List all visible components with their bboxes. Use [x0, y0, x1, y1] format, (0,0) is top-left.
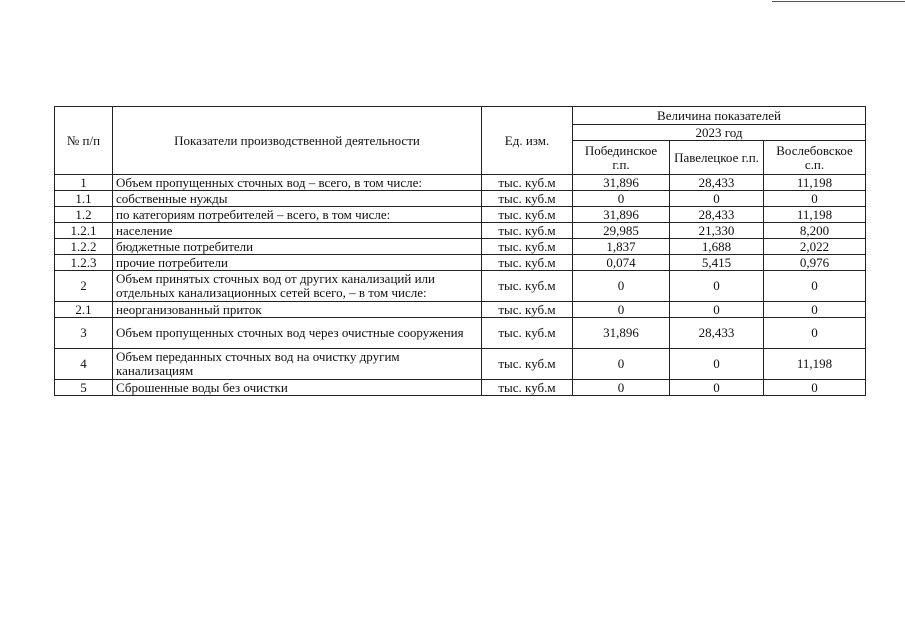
row-value-1: 0: [573, 302, 670, 318]
row-value-3: 0,976: [764, 255, 866, 271]
row-value-3: 2,022: [764, 239, 866, 255]
row-indicator: Объем пропущенных сточных вод – всего, в том числе:: [113, 175, 482, 191]
row-unit: тыс. куб.м: [482, 191, 573, 207]
row-value-2: 0: [670, 191, 764, 207]
row-value-1: 29,985: [573, 223, 670, 239]
row-value-3: 11,198: [764, 349, 866, 380]
table-row: [55, 239, 866, 255]
row-value-1: 0: [573, 271, 670, 302]
row-value-3: 8,200: [764, 223, 866, 239]
table-header: [55, 107, 866, 175]
row-value-3: 0: [764, 302, 866, 318]
row-number: 2: [55, 271, 113, 302]
header-values: Величина показателей: [573, 107, 866, 125]
row-number: 1.2: [55, 207, 113, 223]
table-row: [55, 380, 866, 396]
row-value-2: 0: [670, 349, 764, 380]
row-unit: тыс. куб.м: [482, 223, 573, 239]
row-number: 3: [55, 318, 113, 349]
row-indicator: Объем переданных сточных вод на очистку другим канализациям: [113, 349, 482, 380]
row-value-1: 0,074: [573, 255, 670, 271]
table-row: [55, 191, 866, 207]
row-value-2: 1,688: [670, 239, 764, 255]
row-indicator: собственные нужды: [113, 191, 482, 207]
row-value-2: 28,433: [670, 175, 764, 191]
row-value-2: 28,433: [670, 207, 764, 223]
row-value-2: 0: [670, 271, 764, 302]
row-unit: тыс. куб.м: [482, 207, 573, 223]
row-indicator: Сброшенные воды без очистки: [113, 380, 482, 396]
row-value-3: 11,198: [764, 207, 866, 223]
row-number: 1.2.1: [55, 223, 113, 239]
table-row: [55, 302, 866, 318]
row-indicator: бюджетные потребители: [113, 239, 482, 255]
row-indicator: население: [113, 223, 482, 239]
row-value-2: 0: [670, 380, 764, 396]
header-settlement-3: Вослебовское с.п.: [764, 141, 866, 175]
table-row: [55, 271, 866, 302]
row-value-1: 0: [573, 380, 670, 396]
header-number: № п/п: [55, 107, 113, 175]
row-indicator: Объем принятых сточных вод от других канализаций или отдельных канализационных сетей всего, – в том числе:: [113, 271, 482, 302]
row-value-1: 31,896: [573, 175, 670, 191]
table-row: [55, 207, 866, 223]
row-number: 2.1: [55, 302, 113, 318]
row-indicator: по категориям потребителей – всего, в том числе:: [113, 207, 482, 223]
row-value-1: 0: [573, 349, 670, 380]
table-row: [55, 255, 866, 271]
row-value-1: 31,896: [573, 318, 670, 349]
row-unit: тыс. куб.м: [482, 175, 573, 191]
row-indicator: неорганизованный приток: [113, 302, 482, 318]
table-row: [55, 223, 866, 239]
row-indicator: Объем пропущенных сточных вод через очистные сооружения: [113, 318, 482, 349]
row-unit: тыс. куб.м: [482, 302, 573, 318]
row-value-3: 11,198: [764, 175, 866, 191]
header-year: 2023 год: [573, 125, 866, 141]
table-row: [55, 349, 866, 380]
header-indicator: Показатели производственной деятельности: [113, 107, 482, 175]
row-value-2: 28,433: [670, 318, 764, 349]
row-number: 1.2.2: [55, 239, 113, 255]
row-value-2: 0: [670, 302, 764, 318]
table-body: [55, 175, 866, 396]
row-value-1: 0: [573, 191, 670, 207]
row-unit: тыс. куб.м: [482, 380, 573, 396]
header-settlement-1: Побединское г.п.: [573, 141, 670, 175]
row-number: 5: [55, 380, 113, 396]
table-row: [55, 318, 866, 349]
row-number: 4: [55, 349, 113, 380]
row-value-3: 0: [764, 271, 866, 302]
row-unit: тыс. куб.м: [482, 239, 573, 255]
table-row: [55, 175, 866, 191]
row-number: 1.2.3: [55, 255, 113, 271]
corner-rule: [772, 1, 905, 2]
row-unit: тыс. куб.м: [482, 318, 573, 349]
row-value-3: 0: [764, 191, 866, 207]
row-unit: тыс. куб.м: [482, 271, 573, 302]
header-settlement-2: Павелецкое г.п.: [670, 141, 764, 175]
row-unit: тыс. куб.м: [482, 255, 573, 271]
row-value-2: 21,330: [670, 223, 764, 239]
row-value-1: 1,837: [573, 239, 670, 255]
row-number: 1: [55, 175, 113, 191]
row-indicator: прочие потребители: [113, 255, 482, 271]
production-indicators-table: [54, 106, 866, 396]
row-number: 1.1: [55, 191, 113, 207]
row-value-3: 0: [764, 318, 866, 349]
row-value-2: 5,415: [670, 255, 764, 271]
header-unit: Ед. изм.: [482, 107, 573, 175]
row-value-3: 0: [764, 380, 866, 396]
row-unit: тыс. куб.м: [482, 349, 573, 380]
row-value-1: 31,896: [573, 207, 670, 223]
